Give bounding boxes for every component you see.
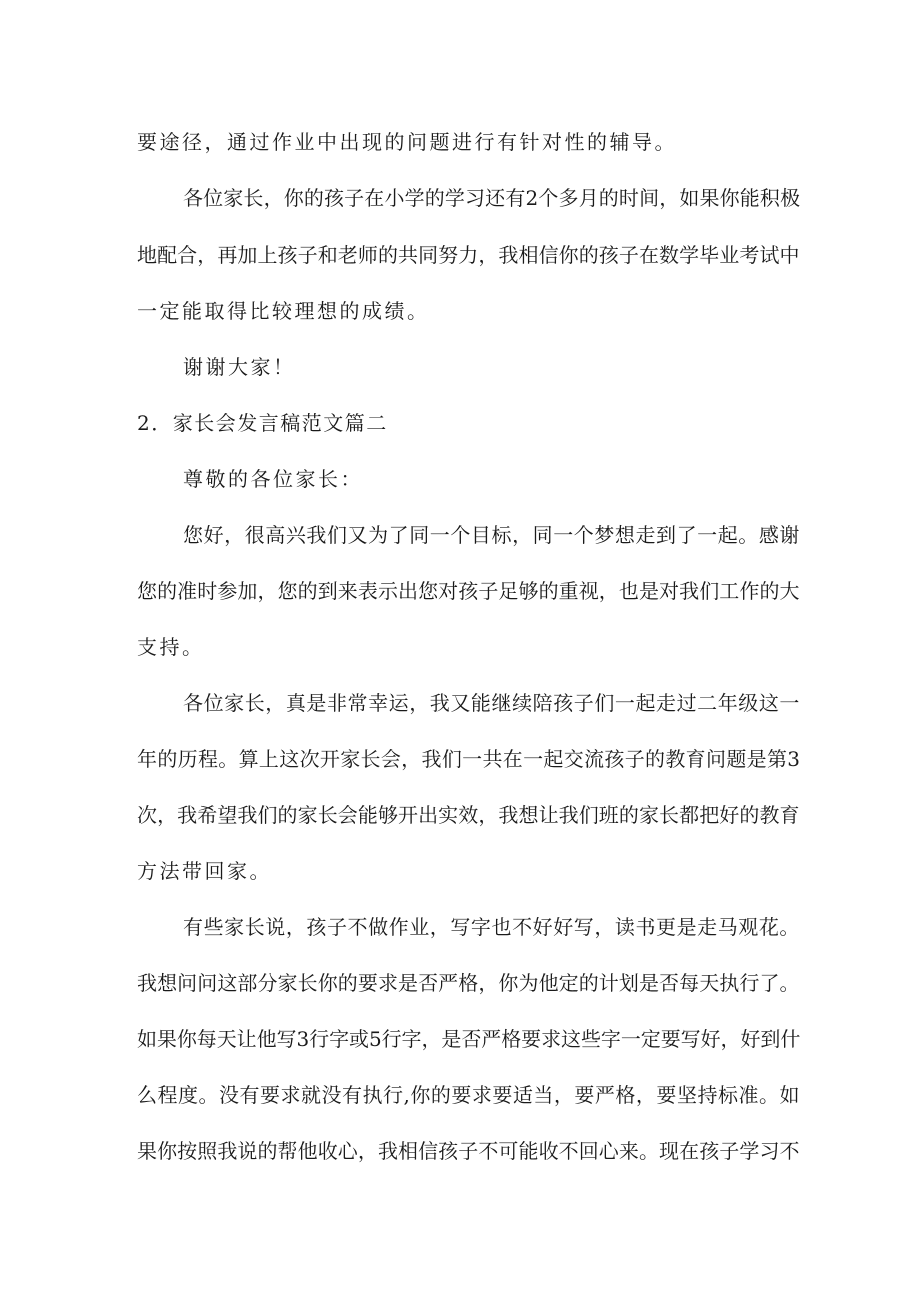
salutation: 尊敬的各位家长： (183, 467, 363, 491)
paragraph-line: 年的历程。算上这次开家长会，我们一共在一起交流孩子的教育问题是第3 (137, 747, 801, 771)
paragraph-line: 各位家长，真是非常幸运，我又能继续陪孩子们一起走过二年级这一 (183, 691, 800, 715)
paragraph-line: 我想问问这部分家长你的要求是否严格，你为他定的计划是否每天执行了。 (137, 971, 800, 995)
paragraph-line: 支持。 (137, 635, 205, 659)
paragraph-line: 方法带回家。 (137, 859, 272, 883)
paragraph-line: 要途径，通过作业中出现的问题进行有针对性的辅导。 (137, 130, 677, 154)
paragraph-line: 您好，很高兴我们又为了同一个目标，同一个梦想走到了一起。感谢 (183, 523, 800, 547)
paragraph-line: 各位家长，你的孩子在小学的学习还有2个多月的时间，如果你能积极 (183, 186, 801, 210)
paragraph-line: 有些家长说，孩子不做作业，写字也不好好写，读书更是走马观花。 (183, 915, 800, 939)
paragraph-line: 一定能取得比较理想的成绩。 (137, 299, 430, 323)
paragraph-line: 如果你每天让他写3行字或5行字，是否严格要求这些字一定要写好，好到什 (137, 1027, 801, 1051)
paragraph-line: 地配合，再加上孩子和老师的共同努力，我相信你的孩子在数学毕业考试中 (137, 243, 800, 267)
section-heading: 2．家长会发言稿范文篇二 (137, 411, 388, 435)
paragraph-line: 么程度。没有要求就没有执行,你的要求要适当，要严格，要坚持标准。如 (137, 1083, 800, 1107)
paragraph-line: 您的准时参加，您的到来表示出您对孩子足够的重视，也是对我们工作的大 (137, 579, 800, 603)
paragraph-line: 谢谢大家！ (183, 355, 296, 379)
paragraph-line: 次，我希望我们的家长会能够开出实效，我想让我们班的家长都把好的教育 (137, 803, 800, 827)
paragraph-line: 果你按照我说的帮他收心，我相信孩子不可能收不回心来。现在孩子学习不 (137, 1139, 800, 1163)
